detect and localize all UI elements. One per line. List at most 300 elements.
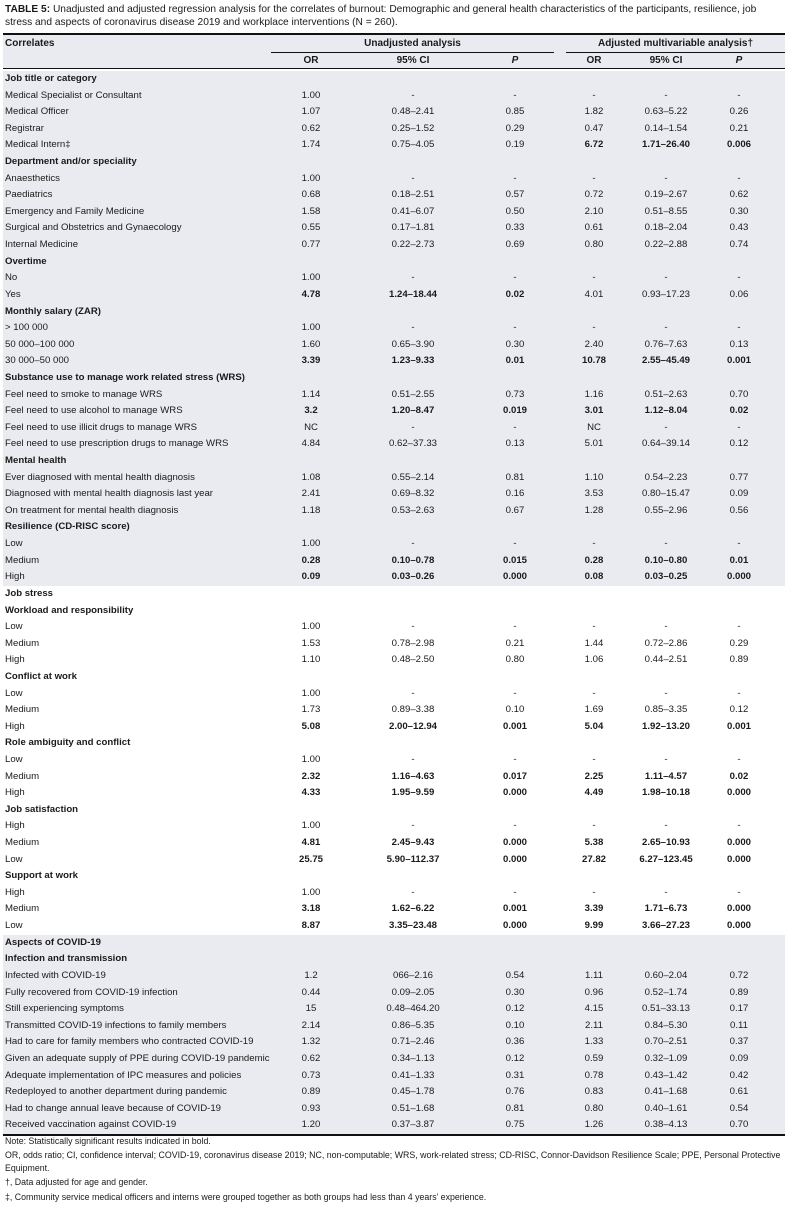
or-adjusted-cell: - [592,89,596,101]
or-adjusted-cell: - [592,322,596,334]
ci-adjusted-cell: - [664,753,668,765]
p-adjusted-cell: 0.06 [729,288,749,300]
or-unadjusted-cell: 0.73 [301,1069,321,1081]
ci-unadjusted-cell: - [411,621,415,633]
or-adjusted-cell: 0.61 [584,222,604,234]
p-unadjusted-cell: 0.16 [505,488,525,500]
p-unadjusted-cell: 0.015 [502,554,527,566]
section-header-row [3,71,785,88]
or-unadjusted-cell: 1.00 [301,272,321,284]
or-unadjusted-cell: 1.00 [301,538,321,550]
correlate-label: Yes [5,288,21,300]
correlate-label: Low [5,687,23,699]
p-adjusted-cell: 0.000 [726,903,751,915]
section-header-row [3,519,785,536]
ci-adjusted-cell: 0.51–8.55 [644,205,688,217]
table-row [3,1051,785,1068]
or-unadjusted-cell: 15 [305,1003,317,1015]
section-label: Support at work [5,870,79,882]
correlate-label: Medium [5,837,40,849]
or-unadjusted-cell: 1.58 [301,205,321,217]
ci-adjusted-cell: 0.70–2.51 [644,1036,688,1048]
section-label: Resilience (CD-RISC score) [5,521,130,533]
section-header-row [3,586,785,603]
or-unadjusted-cell: 3.39 [301,355,321,367]
or-adjusted-cell: 5.38 [584,837,604,849]
correlate-label: Ever diagnosed with mental health diagnosis [5,471,195,483]
p-adjusted-cell: 0.89 [729,654,749,666]
or-adjusted-cell: 0.47 [584,122,604,134]
ci-unadjusted-cell: 0.41–6.07 [391,205,435,217]
ci-adjusted-cell: 0.80–15.47 [641,488,690,500]
or-unadjusted-cell: 1.32 [301,1036,321,1048]
p-adjusted-cell: 0.29 [729,637,749,649]
correlate-label: High [5,720,25,732]
p-unadjusted-cell: 0.000 [502,837,527,849]
ci-adjusted-cell: 6.27–123.45 [639,853,693,865]
table-row [3,968,785,985]
or-adjusted-cell: 2.25 [584,770,604,782]
or-adjusted-cell: 0.96 [584,986,604,998]
section-header-row [3,802,785,819]
table-title: Unadjusted and adjusted regression analysis for the correlates of burnout: Demographic and general health characteristics of the participants, resilience, job stress and aspects of coronavirus disease 2019 and workplace interventions (N = 260). [5,4,757,28]
table-row [3,353,785,370]
p-unadjusted-cell: 0.001 [502,903,527,915]
or-adjusted-cell: 1.44 [584,637,604,649]
ci-adjusted-cell: 0.55–2.96 [644,504,688,516]
or-unadjusted-cell: 0.93 [301,1102,321,1114]
p-adjusted-cell: - [737,421,741,433]
p-unadjusted-cell: 0.13 [505,438,525,450]
p-unadjusted-cell: 0.54 [505,969,525,981]
ci-adjusted-cell: 1.12–8.04 [644,405,688,417]
p-adjusted-cell: 0.21 [729,122,749,134]
ci-unadjusted-cell: 1.20–8.47 [391,405,435,417]
table-row [3,1001,785,1018]
or-adjusted-cell: 10.78 [581,355,606,367]
table-row [3,1034,785,1051]
correlate-label: No [5,272,18,284]
p-adjusted-cell: 0.02 [729,770,749,782]
p-unadjusted-cell: 0.57 [505,189,525,201]
ci-unadjusted-cell: 0.55–2.14 [391,471,435,483]
correlate-label: High [5,820,25,832]
p-unadjusted-cell: 0.02 [505,288,525,300]
or-adjusted-cell: 1.10 [584,471,604,483]
ci-unadjusted-cell: 0.48–2.41 [391,106,435,118]
correlate-label: > 100 000 [5,322,48,334]
header-ci-unadjusted: 95% CI [396,55,430,66]
p-adjusted-cell: 0.56 [729,504,749,516]
table-body [3,69,785,1134]
or-adjusted-cell: NC [587,421,601,433]
p-adjusted-cell: - [737,89,741,101]
ci-adjusted-cell: 0.44–2.51 [644,654,688,666]
header-or-adjusted: OR [586,55,602,66]
ci-unadjusted-cell: 0.34–1.13 [391,1052,435,1064]
or-unadjusted-cell: 1.73 [301,704,321,716]
p-unadjusted-cell: - [513,820,517,832]
p-adjusted-cell: - [737,621,741,633]
header-correlates: Correlates [5,38,55,49]
correlate-label: Medical Specialist or Consultant [5,89,142,101]
or-adjusted-cell: 1.33 [584,1036,604,1048]
p-adjusted-cell: 0.30 [729,205,749,217]
ci-unadjusted-cell: 2.00–12.94 [388,720,437,732]
or-adjusted-cell: 5.01 [584,438,604,450]
or-adjusted-cell: 0.78 [584,1069,604,1081]
correlate-label: Medium [5,770,40,782]
or-unadjusted-cell: 0.55 [301,222,321,234]
p-adjusted-cell: 0.000 [726,571,751,583]
p-unadjusted-cell: 0.000 [502,920,527,932]
ci-adjusted-cell: - [664,89,668,101]
p-adjusted-cell: 0.001 [726,720,751,732]
correlate-label: Infected with COVID-19 [5,969,106,981]
table-row [3,553,785,570]
p-unadjusted-cell: 0.29 [505,122,525,134]
correlate-label: Medium [5,637,40,649]
ci-unadjusted-cell: 2.45–9.43 [391,837,435,849]
p-unadjusted-cell: - [513,89,517,101]
ci-unadjusted-cell: - [411,820,415,832]
p-adjusted-cell: 0.11 [730,1019,748,1031]
or-adjusted-cell: 4.49 [584,787,604,799]
or-unadjusted-cell: 2.14 [301,1019,321,1031]
table-row [3,104,785,121]
ci-unadjusted-cell: - [411,538,415,550]
ci-unadjusted-cell: 1.24–18.44 [388,288,437,300]
p-unadjusted-cell: 0.10 [505,704,525,716]
table-row [3,619,785,636]
ci-adjusted-cell: - [664,538,668,550]
correlate-label: Low [5,920,23,932]
p-unadjusted-cell: - [513,272,517,284]
p-unadjusted-cell: 0.67 [505,504,525,516]
or-unadjusted-cell: 5.08 [301,720,321,732]
correlate-label: High [5,571,25,583]
ci-unadjusted-cell: 0.53–2.63 [391,504,435,516]
correlate-label: Medium [5,554,40,566]
ci-unadjusted-cell: 0.89–3.38 [391,704,435,716]
p-unadjusted-cell: 0.85 [505,106,525,118]
section-label: Role ambiguity and conflict [5,737,131,749]
ci-adjusted-cell: 0.40–1.61 [644,1102,688,1114]
or-unadjusted-cell: 4.78 [301,288,321,300]
ci-unadjusted-cell: - [411,322,415,334]
ci-adjusted-cell: 0.64–39.14 [641,438,690,450]
ci-unadjusted-cell: 0.69–8.32 [391,488,435,500]
p-unadjusted-cell: 0.019 [502,405,527,417]
ci-adjusted-cell: 0.51–2.63 [644,388,688,400]
or-adjusted-cell: 4.01 [584,288,604,300]
ci-adjusted-cell: 0.93–17.23 [641,288,690,300]
p-unadjusted-cell: 0.81 [505,471,525,483]
ci-adjusted-cell: - [664,820,668,832]
table-notes [5,1135,785,1205]
section-header-row [3,254,785,271]
section-label: Infection and transmission [5,953,128,965]
correlate-label: Registrar [5,122,44,134]
table-row [3,337,785,354]
p-adjusted-cell: 0.12 [729,704,749,716]
or-unadjusted-cell: 2.32 [301,770,321,782]
ci-adjusted-cell: 0.41–1.68 [644,1086,688,1098]
p-adjusted-cell: 0.43 [729,222,749,234]
table-row [3,1117,785,1134]
ci-adjusted-cell: 0.03–0.25 [644,571,688,583]
ci-adjusted-cell: 3.66–27.23 [641,920,690,932]
correlate-label: Internal Medicine [5,239,79,251]
table-row [3,885,785,902]
table-row [3,1068,785,1085]
or-unadjusted-cell: 3.2 [304,405,318,417]
ci-unadjusted-cell: - [411,272,415,284]
ci-unadjusted-cell: 0.48–464.20 [386,1003,440,1015]
ci-adjusted-cell: 2.55–45.49 [641,355,690,367]
table-row [3,486,785,503]
section-label: Workload and responsibility [5,604,134,616]
section-header-row [3,370,785,387]
section-header-row [3,669,785,686]
ci-adjusted-cell: 0.10–0.80 [644,554,688,566]
or-unadjusted-cell: 1.2 [304,969,318,981]
or-unadjusted-cell: 1.00 [301,820,321,832]
header-adjusted: Adjusted multivariable analysis† [566,38,785,53]
or-unadjusted-cell: 1.18 [301,504,321,516]
p-adjusted-cell: 0.37 [729,1036,749,1048]
ci-unadjusted-cell: 0.75–4.05 [391,139,435,151]
or-adjusted-cell: 2.11 [585,1019,603,1031]
ci-unadjusted-cell: 0.03–0.26 [391,571,435,583]
or-adjusted-cell: 0.08 [584,571,604,583]
p-adjusted-cell: 0.89 [729,986,749,998]
p-adjusted-cell: 0.42 [729,1069,749,1081]
or-adjusted-cell: - [592,538,596,550]
table-row [3,985,785,1002]
p-unadjusted-cell: - [513,621,517,633]
ci-unadjusted-cell: - [411,89,415,101]
section-header-row [3,154,785,171]
ci-adjusted-cell: 1.11–4.57 [644,770,688,782]
p-unadjusted-cell: 0.000 [502,853,527,865]
ci-unadjusted-cell: 3.35–23.48 [388,920,437,932]
p-adjusted-cell: 0.72 [729,969,749,981]
p-unadjusted-cell: 0.000 [502,571,527,583]
header-p-unadjusted: P [511,55,519,66]
table-row [3,1084,785,1101]
or-adjusted-cell: - [592,886,596,898]
or-unadjusted-cell: 1.74 [301,139,321,151]
section-label: Job satisfaction [5,803,79,815]
correlate-label: Adequate implementation of IPC measures and policies [5,1069,242,1081]
p-adjusted-cell: 0.006 [726,139,751,151]
ci-adjusted-cell: 0.85–3.35 [644,704,688,716]
p-adjusted-cell: 0.26 [729,106,749,118]
table-row [3,187,785,204]
ci-adjusted-cell: 1.92–13.20 [641,720,690,732]
table-row [3,636,785,653]
ci-unadjusted-cell: 0.10–0.78 [391,554,435,566]
or-adjusted-cell: 1.69 [584,704,604,716]
ci-unadjusted-cell: 0.86–5.35 [391,1019,435,1031]
section-label: Aspects of COVID-19 [5,936,101,948]
p-adjusted-cell: 0.61 [729,1086,749,1098]
ci-adjusted-cell: - [664,172,668,184]
p-adjusted-cell: 0.000 [726,853,751,865]
or-adjusted-cell: 2.40 [584,338,604,350]
or-adjusted-cell: - [592,820,596,832]
note-abbreviations: OR, odds ratio; CI, confidence interval; COVID-19, coronavirus disease 2019; NC, non-computable; WRS, work-related stress; CD-RISC, Connor-Davidson Resilience Scale; PPE, Personal Protective Equipment. [5,1150,781,1173]
correlate-label: Diagnosed with mental health diagnosis last year [5,488,213,500]
table-row [3,752,785,769]
p-unadjusted-cell: - [513,886,517,898]
ci-adjusted-cell: 0.51–33.13 [641,1003,690,1015]
table-row [3,901,785,918]
or-adjusted-cell: 4.15 [584,1003,604,1015]
correlate-label: Feel need to smoke to manage WRS [5,388,163,400]
section-label: Overtime [5,255,47,267]
or-unadjusted-cell: 1.53 [301,637,321,649]
or-unadjusted-cell: 0.28 [301,554,321,566]
ci-adjusted-cell: 0.19–2.67 [644,189,688,201]
ci-unadjusted-cell: 0.45–1.78 [391,1086,435,1098]
ci-adjusted-cell: 0.60–2.04 [644,969,688,981]
ci-unadjusted-cell: 0.18–2.51 [391,189,435,201]
or-unadjusted-cell: 1.00 [301,753,321,765]
table-row [3,171,785,188]
table-row [3,702,785,719]
or-adjusted-cell: - [592,272,596,284]
or-adjusted-cell: 2.10 [584,205,604,217]
ci-unadjusted-cell: 0.78–2.98 [391,637,435,649]
section-label: Substance use to manage work related stress (WRS) [5,371,245,383]
or-unadjusted-cell: 8.87 [301,920,321,932]
correlate-label: Feel need to use illicit drugs to manage WRS [5,421,197,433]
ci-adjusted-cell: 1.98–10.18 [641,787,690,799]
p-adjusted-cell: 0.12 [729,438,749,450]
table-row [3,652,785,669]
section-header-row [3,453,785,470]
table-row [3,852,785,869]
correlate-label: Medical Intern‡ [5,139,71,151]
or-unadjusted-cell: 1.00 [301,89,321,101]
or-adjusted-cell: 1.28 [584,504,604,516]
ci-unadjusted-cell: 5.90–112.37 [386,853,440,865]
ci-adjusted-cell: 1.71–6.73 [644,903,688,915]
header-p-adjusted: P [735,55,743,66]
p-adjusted-cell: 0.70 [729,388,749,400]
ci-unadjusted-cell: - [411,172,415,184]
p-adjusted-cell: - [737,172,741,184]
p-unadjusted-cell: 0.12 [505,1003,525,1015]
ci-unadjusted-cell: 0.41–1.33 [391,1069,435,1081]
p-adjusted-cell: 0.17 [729,1003,749,1015]
table-row [3,220,785,237]
ci-adjusted-cell: - [664,322,668,334]
ci-adjusted-cell: - [664,886,668,898]
or-unadjusted-cell: 4.33 [301,787,321,799]
p-adjusted-cell: - [737,322,741,334]
p-unadjusted-cell: 0.73 [505,388,525,400]
p-adjusted-cell: 0.54 [729,1102,749,1114]
note-dagger: †, Data adjusted for age and gender. [5,1177,148,1188]
section-label: Department and/or speciality [5,156,137,168]
or-unadjusted-cell: 0.44 [301,986,321,998]
or-unadjusted-cell: 1.00 [301,322,321,334]
ci-unadjusted-cell: 0.51–2.55 [391,388,435,400]
p-adjusted-cell: - [737,272,741,284]
table-caption [5,3,785,29]
or-unadjusted-cell: 1.00 [301,687,321,699]
section-header-row [3,735,785,752]
p-unadjusted-cell: 0.31 [505,1069,525,1081]
table-row [3,287,785,304]
ci-adjusted-cell: 0.43–1.42 [644,1069,688,1081]
or-unadjusted-cell: NC [304,421,318,433]
or-adjusted-cell: 1.11 [585,969,603,981]
note-significance: Note: Statistically significant results indicated in bold. [5,1136,211,1146]
section-label: Mental health [5,455,67,467]
or-unadjusted-cell: 1.00 [301,172,321,184]
section-label: Monthly salary (ZAR) [5,305,101,317]
p-unadjusted-cell: 0.80 [505,654,525,666]
or-adjusted-cell: 3.01 [584,405,604,417]
or-adjusted-cell: - [592,687,596,699]
or-adjusted-cell: 0.80 [584,1102,604,1114]
section-header-row [3,603,785,620]
p-unadjusted-cell: 0.81 [505,1102,525,1114]
p-adjusted-cell: 0.000 [726,837,751,849]
ci-unadjusted-cell: 0.65–3.90 [391,338,435,350]
p-unadjusted-cell: 0.36 [505,1036,525,1048]
correlate-label: Medium [5,704,40,716]
or-adjusted-cell: 27.82 [581,853,606,865]
or-unadjusted-cell: 3.18 [301,903,321,915]
correlate-label: Low [5,753,23,765]
ci-adjusted-cell: 0.38–4.13 [644,1119,688,1131]
p-unadjusted-cell: 0.001 [502,720,527,732]
p-unadjusted-cell: 0.017 [502,770,527,782]
section-label: Conflict at work [5,670,77,682]
or-unadjusted-cell: 1.20 [301,1119,321,1131]
section-header-row [3,935,785,952]
p-unadjusted-cell: - [513,172,517,184]
ci-unadjusted-cell: - [411,753,415,765]
or-unadjusted-cell: 1.10 [301,654,321,666]
correlate-label: Still experiencing symptoms [5,1003,124,1015]
table-row [3,270,785,287]
p-unadjusted-cell: 0.30 [505,986,525,998]
or-unadjusted-cell: 0.62 [301,122,321,134]
p-unadjusted-cell: 0.75 [505,1119,525,1131]
p-adjusted-cell: - [737,886,741,898]
correlate-label: Paediatrics [5,189,53,201]
p-adjusted-cell: 0.09 [729,488,749,500]
table-row [3,503,785,520]
ci-unadjusted-cell: 0.17–1.81 [391,222,435,234]
table-row [3,320,785,337]
p-unadjusted-cell: 0.21 [505,637,525,649]
correlate-label: Feel need to use alcohol to manage WRS [5,405,183,417]
correlate-label: Low [5,853,23,865]
ci-adjusted-cell: 0.18–2.04 [644,222,688,234]
p-unadjusted-cell: 0.50 [505,205,525,217]
correlate-label: Feel need to use prescription drugs to manage WRS [5,438,229,450]
table-row [3,769,785,786]
correlate-label: High [5,787,25,799]
or-adjusted-cell: 1.16 [584,388,604,400]
